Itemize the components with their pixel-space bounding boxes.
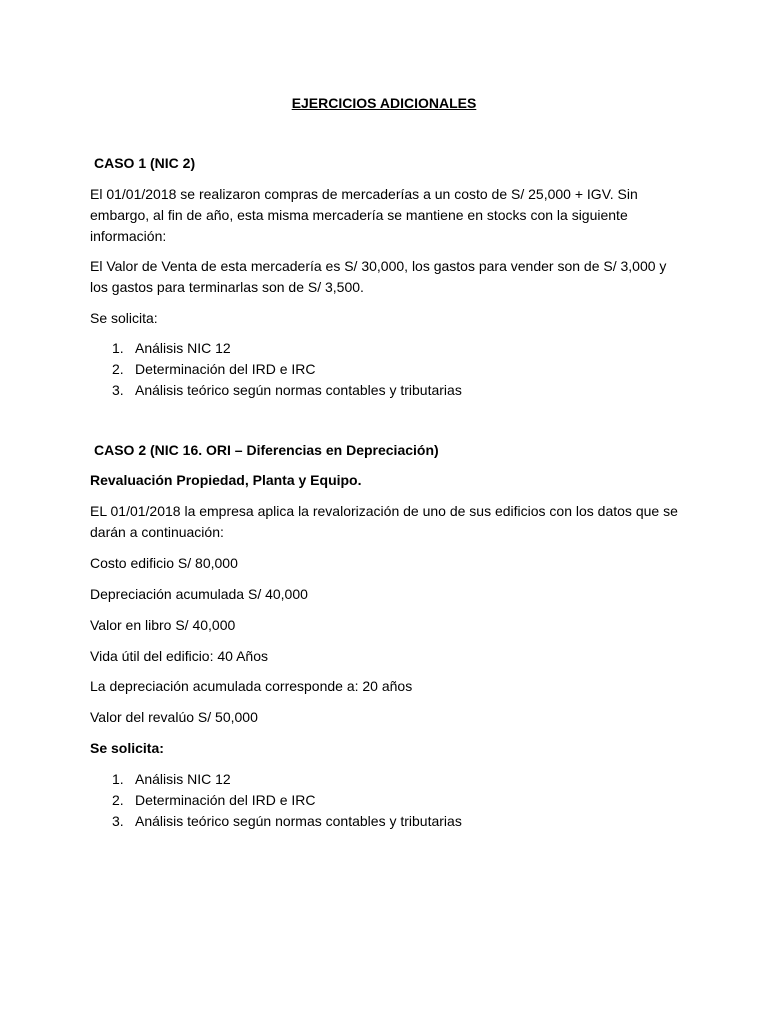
caso1-heading: CASO 1 (NIC 2) (94, 155, 196, 171)
list-item-text: Determinación del IRD e IRC (135, 792, 316, 808)
list-number: 3. (112, 382, 124, 398)
list-item (90, 380, 680, 401)
caso2-dep-corresponde: La depreciación acumulada corresponde a: 20 años (90, 678, 413, 694)
caso1-request-list (90, 338, 680, 401)
caso1-paragraph-1: El 01/01/2018 se realizaron compras de mercaderías a un costo de S/ 25,000 + IGV. Sin embargo, al fin de año, esta misma mercadería se mantiene en stocks con la siguiente información: (90, 186, 638, 244)
caso2-revaluo: Valor del revalúo S/ 50,000 (90, 709, 258, 725)
caso2-request-list (90, 769, 680, 832)
document-title: EJERCICIOS ADICIONALES (291, 95, 477, 111)
caso2-heading: CASO 2 (NIC 16. ORI – Diferencias en Depreciación) (94, 442, 439, 458)
list-item (90, 769, 680, 790)
list-item (90, 790, 680, 811)
list-item (90, 338, 680, 359)
caso2-costo: Costo edificio S/ 80,000 (90, 555, 238, 571)
caso2-depreciacion: Depreciación acumulada S/ 40,000 (90, 586, 308, 602)
caso2-vida-util: Vida útil del edificio: 40 Años (90, 648, 268, 664)
list-number: 1. (112, 771, 124, 787)
caso1-paragraph-2: El Valor de Venta de esta mercadería es S/ 30,000, los gastos para vender son de S/ 3,000 y los gastos para terminarlas son de S/ 3,500. (90, 258, 667, 295)
caso2-subheading: Revaluación Propiedad, Planta y Equipo. (90, 472, 362, 488)
list-number: 1. (112, 340, 124, 356)
caso2-valor-libro: Valor en libro S/ 40,000 (90, 617, 236, 633)
caso2-request-label: Se solicita: (90, 740, 164, 756)
list-item (90, 359, 680, 380)
list-item-text: Análisis teórico según normas contables y tributarias (135, 382, 462, 398)
list-item-text: Análisis NIC 12 (135, 340, 231, 356)
list-number: 2. (112, 792, 124, 808)
list-item-text: Análisis NIC 12 (135, 771, 231, 787)
list-item-text: Determinación del IRD e IRC (135, 361, 316, 377)
list-number: 2. (112, 361, 124, 377)
list-item-text: Análisis teórico según normas contables y tributarias (135, 813, 462, 829)
caso2-paragraph-1: EL 01/01/2018 la empresa aplica la revalorización de uno de sus edificios con los datos que se darán a continuación: (90, 503, 678, 540)
caso1-request-label: Se solicita: (90, 310, 158, 326)
list-number: 3. (112, 813, 124, 829)
list-item (90, 811, 680, 832)
